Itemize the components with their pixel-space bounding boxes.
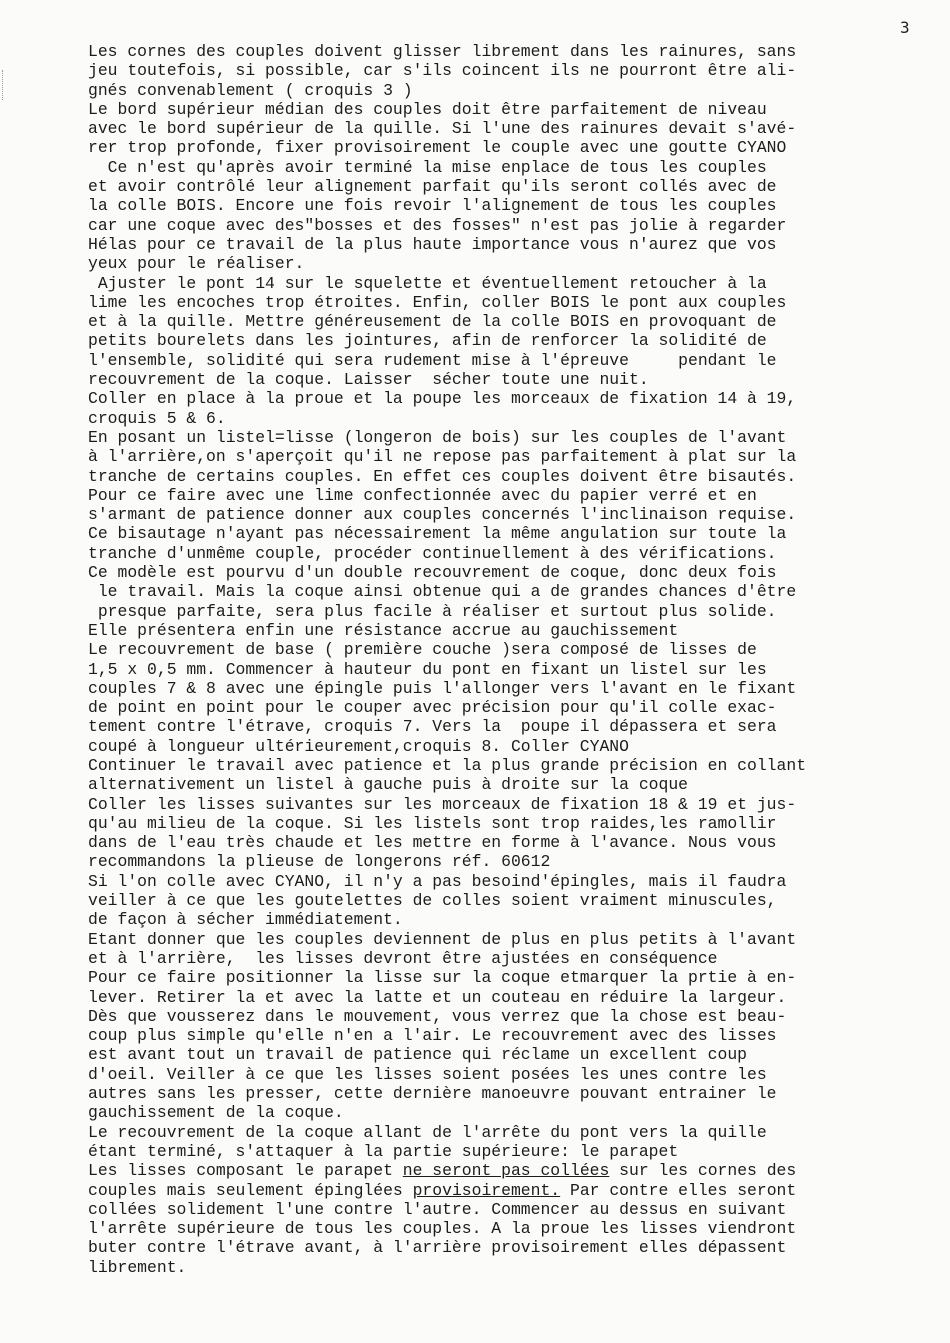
text-line: Le recouvrement de la coque allant de l'arrête du pont vers la quille xyxy=(88,1122,767,1142)
text-line: recouvrement de la coque. Laisser sécher toute une nuit. xyxy=(88,370,649,390)
text-line: gauchissement de la coque. xyxy=(88,1103,344,1123)
text-line: couples 7 & 8 avec une épingle puis l'allonger vers l'avant en le fixant xyxy=(88,678,797,698)
text-line: Hélas pour ce travail de la plus haute importance vous n'aurez que vos xyxy=(88,234,777,254)
body-text xyxy=(88,42,928,1277)
text-line: Coller les lisses suivantes sur les morceaux de fixation 18 & 19 et jus- xyxy=(88,794,797,814)
text-segment: Les lisses composant le parapet xyxy=(88,1161,403,1181)
text-line: qu'au milieu de la coque. Si les listels sont trop raides,les ramollir xyxy=(88,813,777,833)
text-line: et à la quille. Mettre généreusement de la colle BOIS en provoquant de xyxy=(88,312,777,332)
text-line: dans de l'eau très chaude et les mettre en forme à l'avance. Nous vous xyxy=(88,833,777,853)
text-line: rer trop profonde, fixer provisoirement le couple avec une goutte CYANO xyxy=(88,138,787,158)
page-number: 3 xyxy=(900,18,910,37)
text-line: étant terminé, s'attaquer à la partie supérieure: le parapet xyxy=(88,1141,679,1161)
text-line: petits bourelets dans les jointures, afin de renforcer la solidité de xyxy=(88,331,767,351)
text-line: et avoir contrôlé leur alignement parfait qu'ils seront collés avec de xyxy=(88,177,777,197)
text-line: lever. Retirer la et avec la latte et un couteau en réduire la largeur. xyxy=(88,987,787,1007)
text-line: collées solidement l'une contre l'autre. Commencer au dessus en suivant xyxy=(88,1199,787,1219)
text-line: librement. xyxy=(88,1257,187,1277)
text-line: Ce bisautage n'ayant pas nécessairement la même angulation sur toute la xyxy=(88,524,787,544)
text-line: Le recouvrement de base ( première couche )sera composé de lisses de xyxy=(88,640,757,660)
text-line: jeu toutefois, si possible, car s'ils coincent ils ne pourront être ali- xyxy=(88,61,797,81)
text-line: yeux pour le réaliser. xyxy=(88,254,305,274)
text-line: tranche d'unmême couple, procéder continuellement à des vérifications. xyxy=(88,543,777,563)
text-line: Ce modèle est pourvu d'un double recouvrement de coque, donc deux fois xyxy=(88,563,777,583)
text-line: veiller à ce que les goutelettes de colles soient vraiment minuscules, xyxy=(88,891,777,911)
text-segment: Par contre elles seront xyxy=(560,1180,797,1200)
text-line: d'oeil. Veiller à ce que les lisses soient posées les unes contre les xyxy=(88,1064,767,1084)
text-line: le travail. Mais la coque ainsi obtenue qui a de grandes chances d'être xyxy=(88,582,797,602)
text-line: alternativement un listel à gauche puis à droite sur la coque xyxy=(88,775,688,795)
underlined-text: provisoirement. xyxy=(412,1180,561,1200)
text-line: Le bord supérieur médian des couples doit être parfaitement de niveau xyxy=(88,99,767,119)
text-line: Ajuster le pont 14 sur le squelette et éventuellement retoucher à la xyxy=(88,273,767,293)
text-line: car une coque avec des"bosses et des fosses" n'est pas jolie à regarder xyxy=(88,215,787,235)
text-line: à l'arrière,on s'aperçoit qu'il ne repose pas parfaitement à plat sur la xyxy=(88,447,797,467)
text-line: Coller en place à la proue et la poupe les morceaux de fixation 14 à 19, xyxy=(88,389,797,409)
text-line: Elle présentera enfin une résistance accrue au gauchissement xyxy=(88,620,679,640)
scan-edge-mark xyxy=(2,70,7,100)
text-line: Ce n'est qu'après avoir terminé la mise enplace de tous les couples xyxy=(88,157,767,177)
text-line: lime les encoches trop étroites. Enfin, coller BOIS le pont aux couples xyxy=(88,292,787,312)
text-line: buter contre l'étrave avant, à l'arrière provisoirement elles dépassent xyxy=(88,1238,787,1258)
text-line: et à l'arrière, les lisses devront être ajustées en conséquence xyxy=(88,948,718,968)
text-line: Etant donner que les couples deviennent de plus en plus petits à l'avant xyxy=(88,929,797,949)
text-line: de point en point pour le couper avec précision pour qu'il colle exac- xyxy=(88,698,777,718)
text-line: coupé à longueur ultérieurement,croquis 8. Coller CYANO xyxy=(88,736,629,756)
text-line: l'ensemble, solidité qui sera rudement mise à l'épreuve pendant le xyxy=(88,350,777,370)
underlined-text: ne seront pas collées xyxy=(402,1161,610,1181)
text-line: tranche de certains couples. En effet ces couples doivent être bisautés. xyxy=(88,466,797,486)
text-line: autres sans les presser, cette dernière manoeuvre pouvant entrainer le xyxy=(88,1084,777,1104)
text-line: Dès que vousserez dans le mouvement, vous verrez que la chose est beau- xyxy=(88,1006,787,1026)
text-line: recommandons la plieuse de longerons réf. 60612 xyxy=(88,852,551,872)
text-line: avec le bord supérieur de la quille. Si l'une des rainures devait s'avé- xyxy=(88,119,797,139)
text-line: l'arrête supérieure de tous les couples. A la proue les lisses viendront xyxy=(88,1219,797,1239)
text-line: Continuer le travail avec patience et la plus grande précision en collant xyxy=(88,755,807,775)
text-line: 1,5 x 0,5 mm. Commencer à hauteur du pont en fixant un listel sur les xyxy=(88,659,767,679)
text-line: la colle BOIS. Encore une fois revoir l'alignement de tous les couples xyxy=(88,196,777,216)
text-line: s'armant de patience donner aux couples concernés l'inclinaison requise. xyxy=(88,505,797,525)
text-line: Si l'on colle avec CYANO, il n'y a pas besoind'épingles, mais il faudra xyxy=(88,871,787,891)
text-line: gnés convenablement ( croquis 3 ) xyxy=(88,80,413,100)
text-segment: sur les cornes des xyxy=(609,1161,797,1181)
text-line: de façon à sécher immédiatement. xyxy=(88,910,403,930)
text-line: Pour ce faire avec une lime confectionnée avec du papier verré et en xyxy=(88,485,757,505)
text-line: Les cornes des couples doivent glisser librement dans les rainures, sans xyxy=(88,42,797,61)
underlined-line xyxy=(88,1181,928,1200)
text-line: En posant un listel=lisse (longeron de bois) sur les couples de l'avant xyxy=(88,427,787,447)
text-segment: couples mais seulement épinglées xyxy=(88,1180,413,1200)
text-line: Pour ce faire positionner la lisse sur la coque etmarquer la prtie à en- xyxy=(88,968,797,988)
text-line: coup plus simple qu'elle n'en a l'air. Le recouvrement avec des lisses xyxy=(88,1026,777,1046)
text-line: tement contre l'étrave, croquis 7. Vers la poupe il dépassera et sera xyxy=(88,717,777,737)
text-line: est avant tout un travail de patience qui réclame un excellent coup xyxy=(88,1045,748,1065)
text-line: presque parfaite, sera plus facile à réaliser et surtout plus solide. xyxy=(88,601,777,621)
text-line: croquis 5 & 6. xyxy=(88,408,226,428)
underlined-line xyxy=(88,1161,928,1180)
